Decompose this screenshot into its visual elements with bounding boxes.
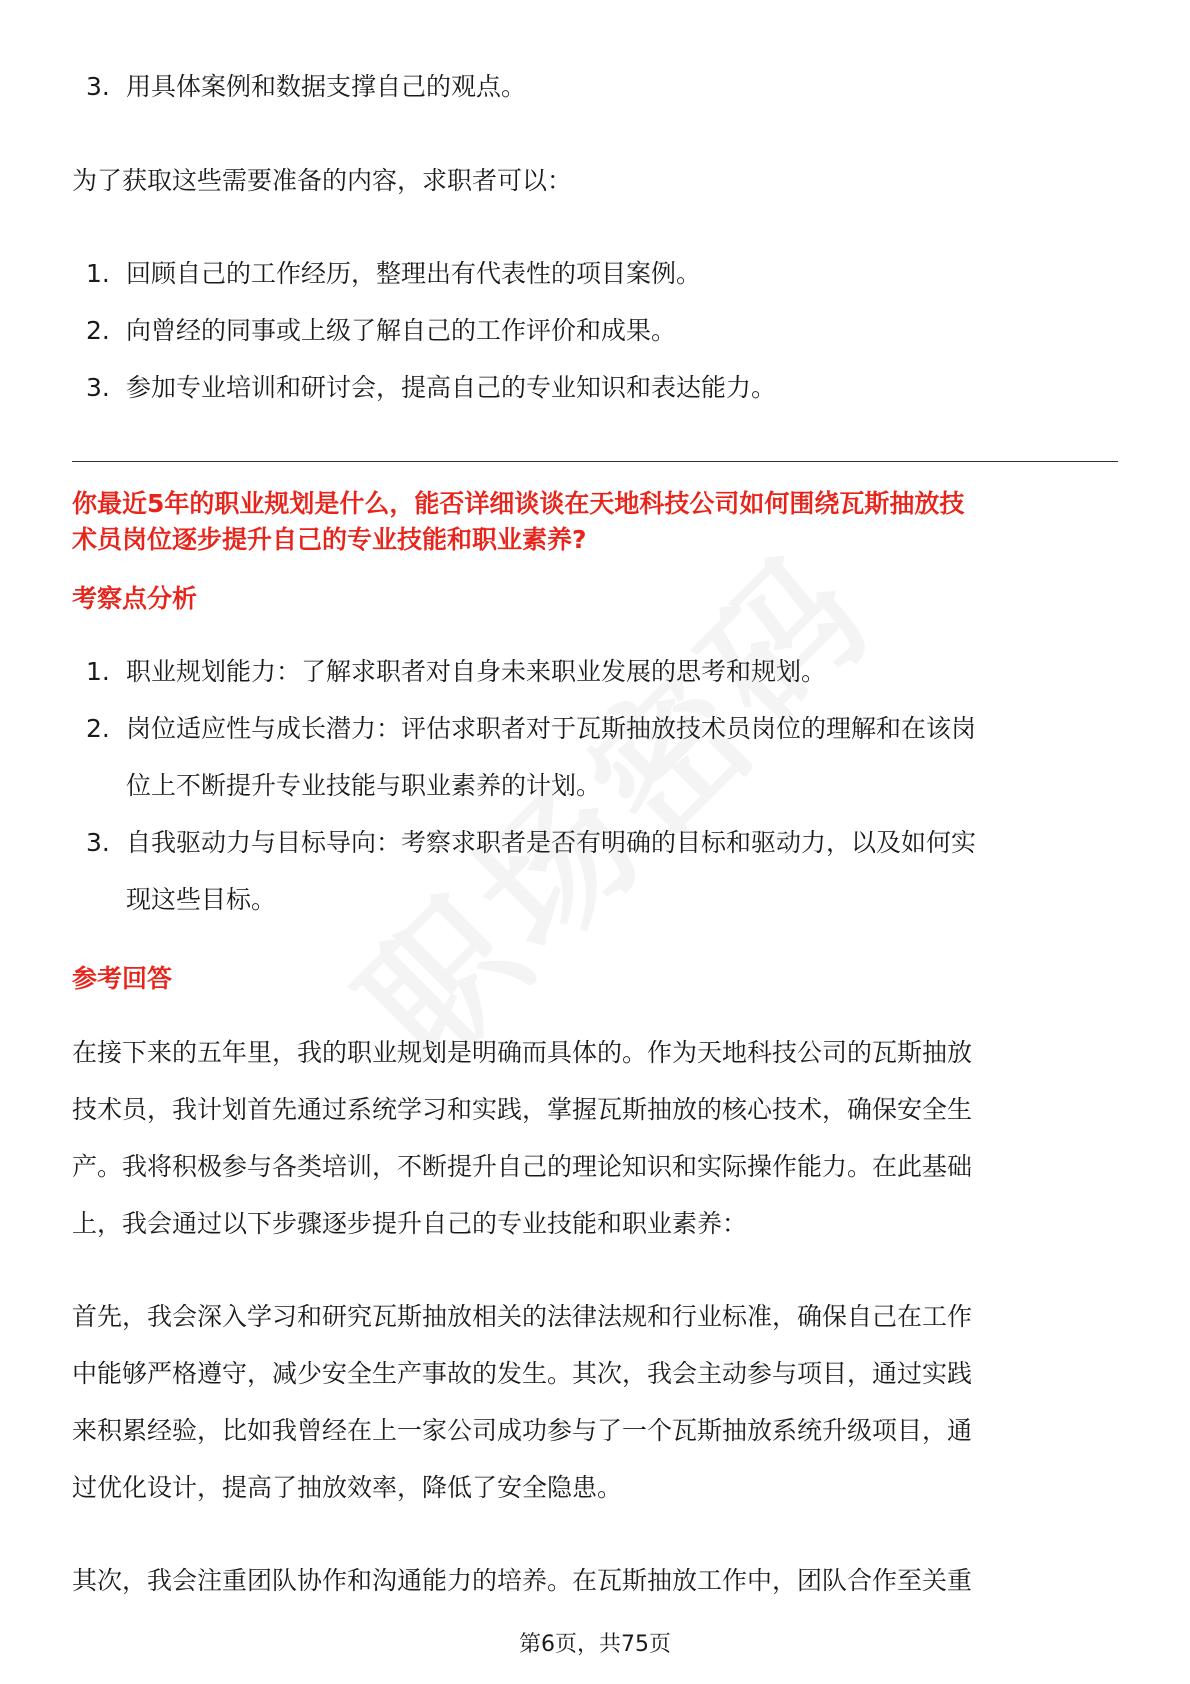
paragraph-line: 过优化设计，提高了抽放效率，降低了安全隐患。 xyxy=(72,1473,623,1502)
list-number: 1. xyxy=(86,657,110,686)
list-number: 3. xyxy=(86,828,110,857)
list-number: 3. xyxy=(86,72,110,101)
list-number: 1. xyxy=(86,259,110,288)
question-line: 术员岗位逐步提升自己的专业技能和职业素养? xyxy=(72,525,587,554)
prep-heading: 为了获取这些需要准备的内容，求职者可以： xyxy=(72,166,573,195)
list-text: 位上不断提升专业技能与职业素养的计划。 xyxy=(126,771,602,800)
paragraph-line: 技术员，我计划首先通过系统学习和实践，掌握瓦斯抽放的核心技术，确保安全生 xyxy=(72,1095,973,1124)
list-number: 2. xyxy=(86,714,110,743)
list-text: 回顾自己的工作经历，整理出有代表性的项目案例。 xyxy=(126,259,702,288)
list-text: 岗位适应性与成长潜力：评估求职者对于瓦斯抽放技术员岗位的理解和在该岗 xyxy=(126,714,977,743)
section-divider xyxy=(72,461,1118,462)
analysis-title: 考察点分析 xyxy=(72,584,198,613)
list-text: 用具体案例和数据支撑自己的观点。 xyxy=(126,72,527,101)
list-number: 2. xyxy=(86,316,110,345)
question-line: 你最近5年的职业规划是什么，能否详细谈谈在天地科技公司如何围绕瓦斯抽放技 xyxy=(72,489,965,518)
list-number: 3. xyxy=(86,373,110,402)
list-text: 参加专业培训和研讨会，提高自己的专业知识和表达能力。 xyxy=(126,373,777,402)
list-text: 向曾经的同事或上级了解自己的工作评价和成果。 xyxy=(126,316,677,345)
paragraph-line: 上，我会通过以下步骤逐步提升自己的专业技能和职业素养： xyxy=(72,1209,748,1238)
paragraph-line: 来积累经验，比如我曾经在上一家公司成功参与了一个瓦斯抽放系统升级项目，通 xyxy=(72,1416,973,1445)
list-text: 自我驱动力与目标导向：考察求职者是否有明确的目标和驱动力，以及如何实 xyxy=(126,828,977,857)
paragraph-line: 其次，我会注重团队协作和沟通能力的培养。在瓦斯抽放工作中，团队合作至关重 xyxy=(72,1566,973,1595)
paragraph-line: 产。我将积极参与各类培训，不断提升自己的理论知识和实际操作能力。在此基础 xyxy=(72,1152,973,1181)
paragraph-line: 中能够严格遵守，减少安全生产事故的发生。其次，我会主动参与项目，通过实践 xyxy=(72,1359,973,1388)
paragraph-line: 在接下来的五年里，我的职业规划是明确而具体的。作为天地科技公司的瓦斯抽放 xyxy=(72,1038,973,1067)
answer-title: 参考回答 xyxy=(72,964,173,993)
list-text: 现这些目标。 xyxy=(126,885,277,914)
page-footer: 第6页，共75页 xyxy=(519,1632,671,1657)
list-text: 职业规划能力：了解求职者对自身未来职业发展的思考和规划。 xyxy=(126,657,827,686)
paragraph-line: 首先，我会深入学习和研究瓦斯抽放相关的法律法规和行业标准，确保自己在工作 xyxy=(72,1302,973,1331)
